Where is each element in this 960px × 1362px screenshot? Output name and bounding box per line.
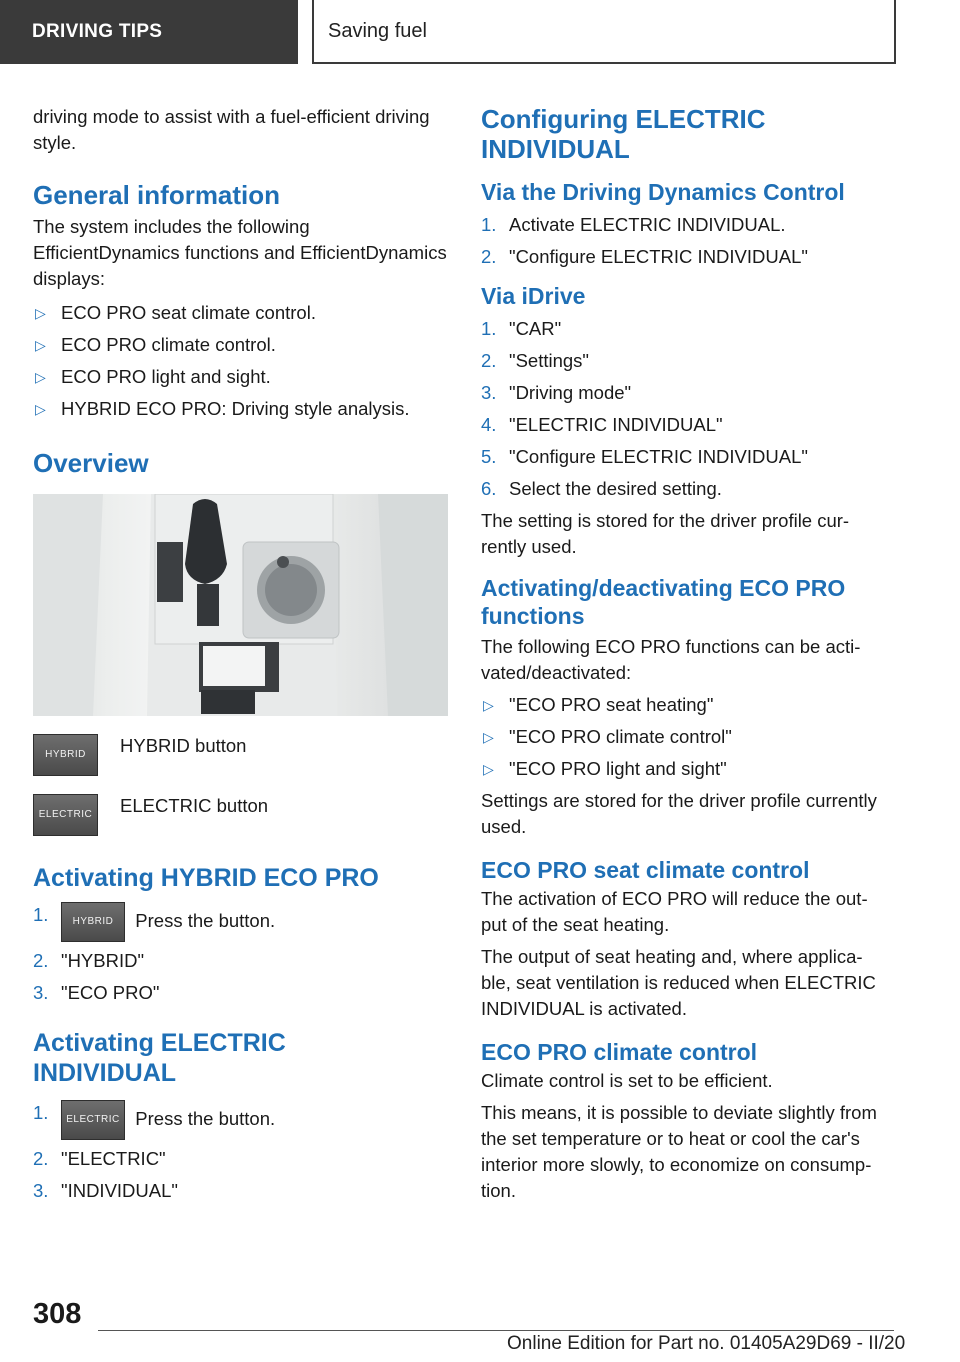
list-item: 2. "Settings" [481, 350, 589, 371]
left-column [33, 100, 448, 1210]
activating-hybrid-heading: Activating HYBRID ECO PRO [33, 864, 379, 892]
via-idrive-note: The setting is stored for the driver profile cur-rently used. [481, 510, 850, 557]
triangle-bullet-icon: ▷ [35, 305, 46, 321]
list-item: 1. HYBRID Press the button. [33, 902, 448, 942]
activating-electric-steps [33, 1100, 448, 1204]
electric-button-image: ELECTRIC [61, 1100, 125, 1140]
triangle-bullet-icon: ▷ [35, 337, 46, 353]
activating-eco-text: The following ECO PRO functions can be acti-vated/deactivated: [481, 636, 861, 683]
list-item: 3. "Driving mode" [481, 382, 632, 403]
hybrid-button-image: HYBRID [33, 734, 98, 776]
activating-hybrid-steps [33, 902, 448, 1006]
activating-eco-note: Settings are stored for the driver profile currently used. [481, 790, 877, 837]
hybrid-button-image: HYBRID [61, 902, 125, 942]
list-item: ▷ "ECO PRO climate control" [481, 724, 891, 750]
triangle-bullet-icon: ▷ [483, 761, 494, 777]
list-item: 3. "INDIVIDUAL" [33, 1180, 178, 1201]
list-item: 4. "ELECTRIC INDIVIDUAL" [481, 414, 723, 435]
list-item: 5. "Configure ELECTRIC INDIVIDUAL" [481, 446, 808, 467]
configuring-heading: Configuring ELECTRIC INDIVIDUAL [481, 104, 766, 164]
legend-electric [33, 794, 448, 836]
via-idrive-heading: Via iDrive [481, 283, 586, 309]
overview-heading: Overview [33, 448, 149, 478]
list-item: 2. "Configure ELECTRIC INDIVIDUAL" [481, 246, 808, 267]
electric-button-image: ELECTRIC [33, 794, 98, 836]
footer-divider [98, 1330, 894, 1331]
triangle-bullet-icon: ▷ [35, 401, 46, 417]
seat-climate-p2: The output of seat heating and, where applica-ble, seat ventilation is reduced when ELECTRIC INDIVIDUAL is activated. [481, 946, 876, 1019]
climate-p2: This means, it is possible to deviate slightly from the set temperature or to heat or cool the car's interior more slowly, to economize on consump-tion. [481, 1102, 877, 1201]
list-item: ▷ "ECO PRO seat heating" [481, 692, 891, 718]
via-ddc-steps [481, 212, 891, 270]
page-number: 308 [33, 1298, 82, 1330]
via-ddc-heading: Via the Driving Dynamics Control [481, 179, 845, 205]
list-item: 2. "ELECTRIC" [33, 1148, 166, 1169]
footer-edition: Online Edition for Part no. 01405A29D69 - II/20 [507, 1333, 906, 1354]
list-item: 1. ELECTRIC Press the button. [33, 1100, 448, 1140]
seat-climate-p1: The activation of ECO PRO will reduce the out-put of the seat heating. [481, 888, 868, 935]
list-item: ▷ "ECO PRO light and sight" [481, 756, 891, 782]
triangle-bullet-icon: ▷ [35, 369, 46, 385]
list-item: ▷ ECO PRO climate control. [33, 332, 448, 358]
climate-heading: ECO PRO climate control [481, 1039, 758, 1065]
triangle-bullet-icon: ▷ [483, 697, 494, 713]
page-header [0, 0, 960, 66]
center-console-photo [33, 494, 448, 716]
right-column [481, 100, 891, 1204]
legend-electric-label: ELECTRIC button [120, 795, 269, 816]
activating-eco-list [481, 692, 891, 782]
activating-electric-heading: Activating ELECTRIC INDIVIDUAL [33, 1029, 286, 1087]
list-item: ▷ ECO PRO seat climate control. [33, 300, 448, 326]
center-console-illustration [33, 494, 448, 716]
legend-hybrid-label: HYBRID button [120, 735, 247, 756]
list-item: 3. "ECO PRO" [33, 982, 160, 1003]
seat-climate-heading: ECO PRO seat climate control [481, 857, 810, 883]
climate-p1: Climate control is set to be efficient. [481, 1070, 773, 1091]
page-title: Saving fuel [312, 0, 896, 64]
intro-text: driving mode to assist with a fuel-efficient driving style. [33, 106, 430, 153]
triangle-bullet-icon: ▷ [483, 729, 494, 745]
section-tab: DRIVING TIPS [0, 0, 298, 64]
general-list [33, 300, 448, 422]
list-item: 6. Select the desired setting. [481, 478, 722, 499]
via-idrive-steps [481, 316, 891, 502]
legend-hybrid [33, 734, 448, 776]
general-text: The system includes the following EfficientDynamics functions and EfficientDynamics displays: [33, 216, 447, 289]
list-item: 1. "CAR" [481, 318, 562, 339]
list-item: 2. "HYBRID" [33, 950, 145, 971]
general-heading: General information [33, 180, 281, 210]
list-item: ▷ HYBRID ECO PRO: Driving style analysis. [33, 396, 448, 422]
list-item: 1. Activate ELECTRIC INDIVIDUAL. [481, 214, 786, 235]
activating-eco-heading: Activating/deactivating ECO PRO functions [481, 575, 846, 629]
list-item: ▷ ECO PRO light and sight. [33, 364, 448, 390]
